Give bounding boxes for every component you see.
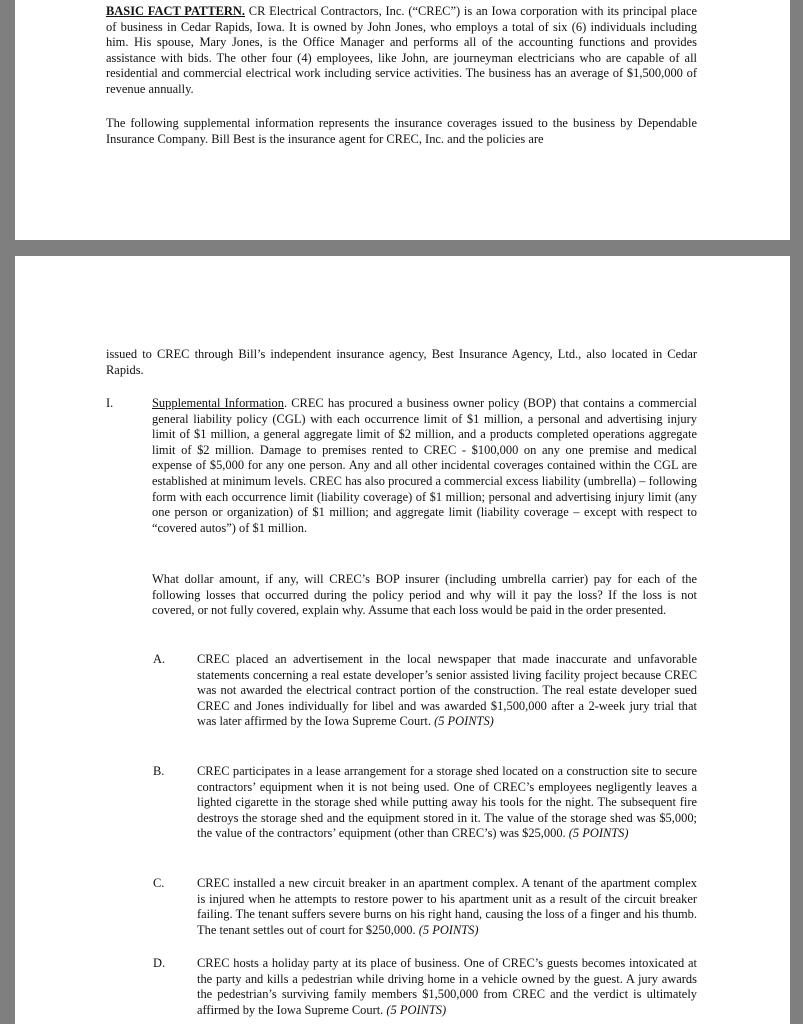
supplemental-information-title: Supplemental Information bbox=[152, 396, 284, 410]
continuation-paragraph: issued to CREC through Bill’s independent insurance agency, Best Insurance Agency, Ltd., also located in Cedar Rapids. bbox=[106, 347, 697, 377]
question-prompt-paragraph: What dollar amount, if any, will CREC’s BOP insurer (including umbrella carrier) pay for each of the following losses that occurred during the policy period and why will it pay the loss? If the loss is not covered, or not fully covered, explain why. Assume that each loss would be paid in the order presented. bbox=[152, 572, 697, 618]
item-letter-c: C. bbox=[153, 876, 165, 890]
item-b-points: (5 POINTS) bbox=[568, 826, 629, 841]
supplemental-information-body: . CREC has procured a business owner policy (BOP) that contains a commercial general liability policy (CGL) with each occurrence limit of $1 million, a personal and advertising injury limit of $1 million, a general aggregate limit of $2 million, and a products completed operations aggregate limit of $2 million. Damage to premises rented to CREC - $100,000 on any one premise and medical expense of $5,000 for any one person. Any and all other incidental coverages contained within the CGL are established at minimum levels. CREC has also procured a commercial excess liability (umbrella) – following form with each occurrence limit (liability coverage) of $1 million; personal and advertising injury limit (any one person or organization) of $1 million; and aggregate limit (liability coverage – except with respect to “covered autos”) of $1 million. bbox=[152, 396, 697, 535]
item-c-body: CREC installed a new circuit breaker in an apartment complex. A tenant of the apartment complex is injured when he attempts to restore power to his apartment unit as a result of the circuit breaker failing. The tenant suffers severe burns on his right hand, causing the loss of a finger and his thumb. The tenant settles out of court for $250,000. bbox=[197, 876, 697, 937]
item-letter-b: B. bbox=[153, 764, 165, 778]
item-text-b bbox=[197, 764, 697, 842]
basic-fact-pattern-text: CR Electrical Contractors, Inc. (“CREC”) is an Iowa corporation with its principal place of business in Cedar Rapids, Iowa. It is owned by John Jones, who employs a total of six (6) individuals including him. His spouse, Mary Jones, is the Office Manager and performs all of the accounting functions and provides assistance with bids. The other four (4) employees, like John, are journeyman electricians who are capable of all residential and commercial electrical work including service activities. The business has an average of $1,500,000 of revenue annually. bbox=[106, 4, 697, 96]
section-numeral: I. bbox=[106, 396, 114, 410]
basic-fact-pattern-paragraph bbox=[106, 4, 697, 98]
item-text-a bbox=[197, 652, 697, 730]
item-d-body: CREC hosts a holiday party at its place of business. One of CREC’s guests becomes intoxicated at the party and kills a pedestrian while driving home in a vehicle owned by the guest. A jury awards the pedestrian’s surviving family members $1,500,000 from CREC and the verdict is ultimately affirmed by the Iowa Supreme Court. bbox=[197, 956, 697, 1017]
basic-fact-pattern-heading: BASIC FACT PATTERN. bbox=[106, 4, 245, 18]
document-page-1 bbox=[15, 0, 790, 240]
item-text-d bbox=[197, 956, 697, 1018]
item-a-body: CREC placed an advertisement in the local newspaper that made inaccurate and unfavorable statements concerning a real estate developer’s senior assisted living facility project because CREC was not awarded the electrical contract portion of the construction. The real estate developer sued CREC and Jones individually for libel and was awarded $1,500,000 after a 2-week jury trial that was later affirmed by the Iowa Supreme Court. bbox=[197, 652, 697, 729]
item-b-body: CREC participates in a lease arrangement for a storage shed located on a construction site to secure contractors’ equipment when it is not being used. One of CREC’s employees negligently leaves a lighted cigarette in the storage shed while putting away his tools for the night. The subsequent fire destroys the storage shed and the equipment stored in it. The value of the storage shed was $5,000; the value of the contractors’ equipment (other than CREC’s) was $25,000. bbox=[197, 764, 697, 841]
document-page-2 bbox=[15, 256, 790, 1024]
item-text-c bbox=[197, 876, 697, 938]
item-letter-d: D. bbox=[153, 956, 166, 970]
supplemental-information-paragraph bbox=[152, 396, 697, 536]
item-d-points: (5 POINTS) bbox=[386, 1002, 447, 1017]
item-letter-a: A. bbox=[153, 652, 166, 666]
supplemental-intro-paragraph: The following supplemental information represents the insurance coverages issued to the business by Dependable Insurance Company. Bill Best is the insurance agent for CREC, Inc. and the policies are bbox=[106, 116, 697, 146]
item-c-points: (5 POINTS) bbox=[418, 922, 479, 937]
item-a-points: (5 POINTS) bbox=[434, 714, 494, 729]
